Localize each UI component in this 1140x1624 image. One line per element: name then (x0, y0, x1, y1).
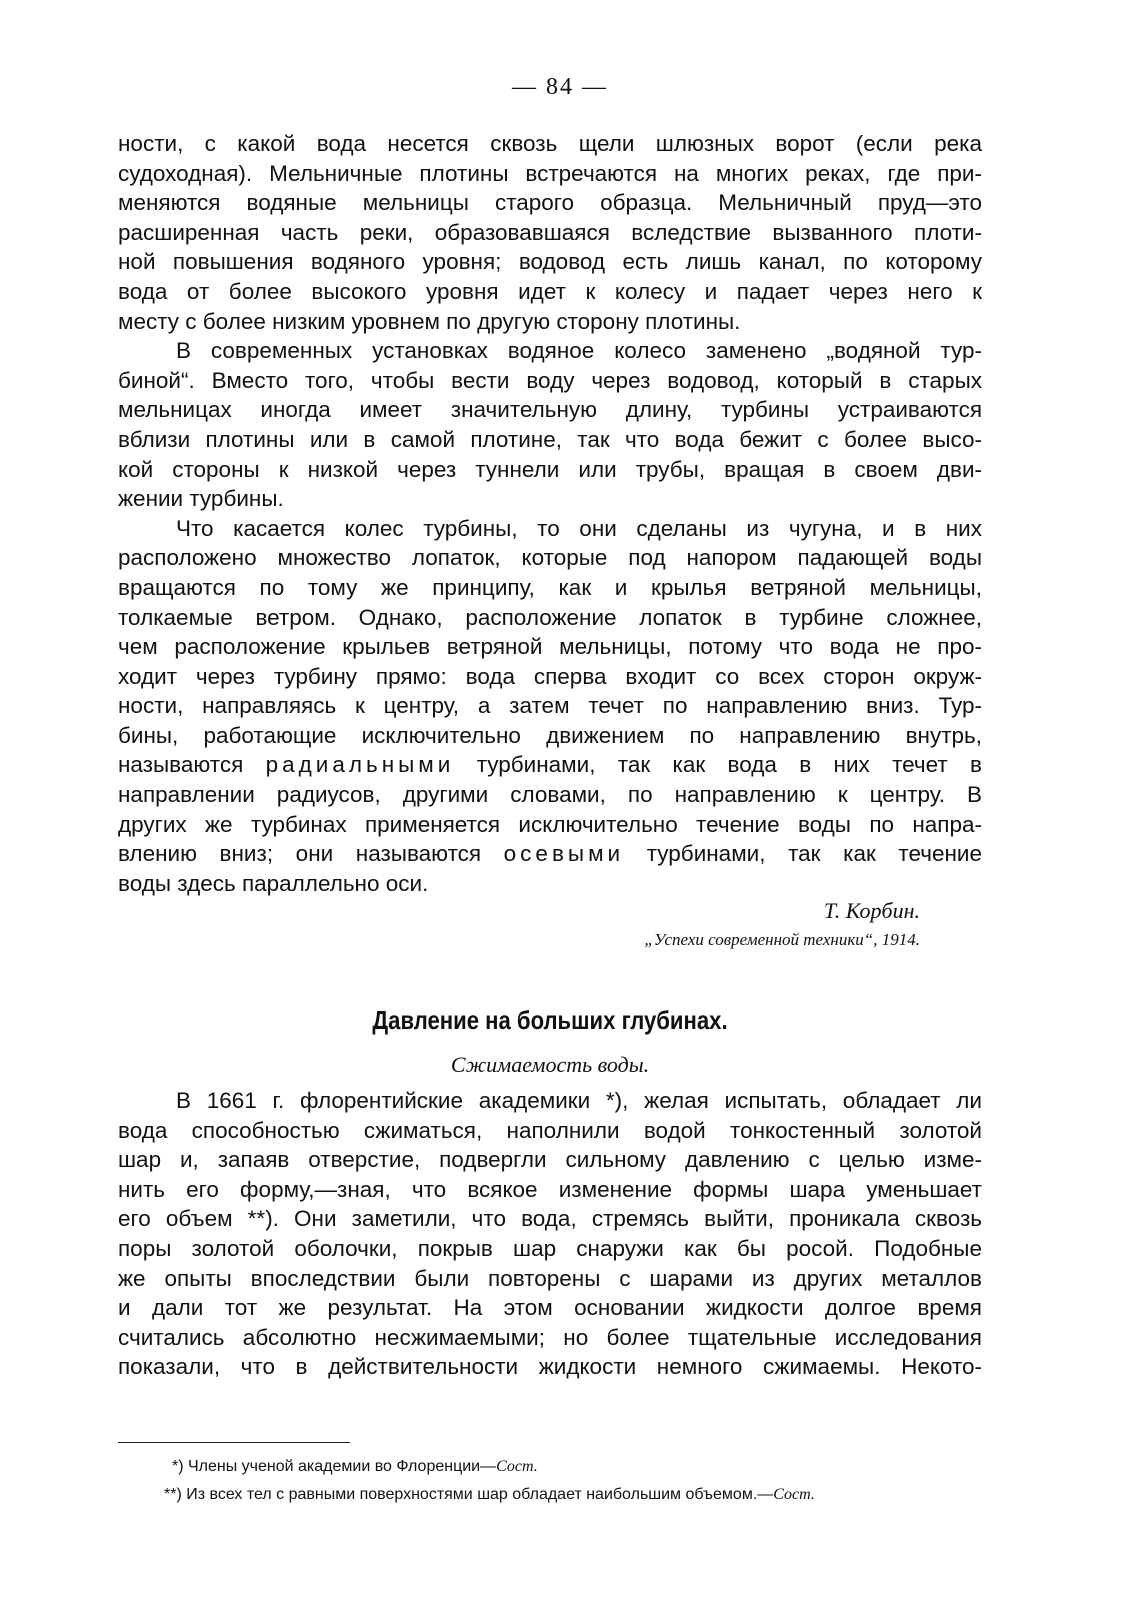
text-line: чем расположение крыльев ветряной мельницы, потому что вода не про- (118, 634, 982, 660)
section-text (118, 1086, 982, 1382)
footnote-1 (172, 1458, 538, 1476)
page-number: — 84 — (512, 74, 608, 100)
footnote-abbr: Сост. (496, 1458, 538, 1475)
text-line: ной повышения водяного уровня; водовод есть лишь канал, по которому (118, 249, 982, 275)
text-line: ности, направляясь к центру, а затем течет по направлению вниз. Тур- (118, 693, 982, 719)
footnote-divider (118, 1442, 350, 1443)
text-line: толкаемые ветром. Однако, расположение лопаток в турбине сложнее, (118, 604, 982, 630)
spaced-term-radial: радиальными (265, 752, 455, 778)
text-line: меняются водяные мельницы старого образца. Мельничный пруд—это (118, 190, 982, 216)
text-line: вода способностью сжиматься, наполнили водой тонкостенный золотой (118, 1117, 982, 1143)
text-line: ходит через турбину прямо: вода сперва входит со всех сторон окруж- (118, 663, 982, 689)
text-line: В современных установках водяное колесо заменено „водяной тур- (176, 338, 982, 364)
text-line (118, 839, 982, 869)
text-line: В 1661 г. флорентийские академики *), желая испытать, обладает ли (176, 1088, 982, 1113)
text-line: поры золотой оболочки, покрыв шар снаружи как бы росой. Подобные (118, 1235, 982, 1261)
text-line: и дали тот же результат. На этом основании жидкости долгое время (118, 1295, 982, 1321)
source-citation: „Успехи современной техники“, 1914. (644, 930, 920, 949)
text-line: биной“. Вместо того, чтобы вести воду через водовод, который в старых (118, 367, 982, 393)
author-signature: Т. Корбин. (823, 898, 920, 923)
text-line: его объем **). Они заметили, что вода, стремясь выйти, проникала сквозь (118, 1206, 982, 1232)
text-line: расширенная часть реки, образовавшаяся вследствие вызванного плоти- (118, 219, 982, 245)
text-line: ности, с какой вода несется сквозь щели шлюзных ворот (если река (118, 131, 982, 156)
text-line: считались абсолютно несжимаемыми; но более тщательные исследования (118, 1324, 982, 1350)
text-line: воды здесь параллельно оси. (118, 870, 429, 896)
section-title: Давление на больших глубинах. (372, 1005, 728, 1035)
text-line: бины, работающие исключительно движением по направлению внутрь, (118, 722, 982, 748)
text-line: вращаются по тому же принципу, как и крылья ветряной мельницы, (118, 574, 982, 600)
footnote-abbr: Сост. (773, 1486, 815, 1503)
footnote-text: **) Из всех тел с равными поверхностями шар обладает наибольшим объемом.— (164, 1486, 774, 1503)
text-line (118, 750, 982, 780)
text-line: кой стороны к низкой через туннели или трубы, вращая в своем дви- (118, 456, 982, 482)
text-span: турбинами, так как вода в них течет в (476, 752, 982, 778)
text-line: других же турбинах применяется исключительно течение воды по напра- (118, 811, 982, 837)
spaced-term-axial: осевыми (503, 841, 625, 867)
footnote-text: *) Члены ученой академии во Флоренции— (172, 1458, 497, 1475)
text-line: расположено множество лопаток, которые под напором падающей воды (118, 545, 982, 571)
text-line: судоходная). Мельничные плотины встречаются на многих реках, где при- (118, 160, 982, 186)
article-text (118, 129, 982, 898)
text-span: влению вниз; они называются (118, 841, 482, 867)
text-line: же опыты впоследствии были повторены с шарами из других металлов (118, 1265, 982, 1291)
text-line: мельницах иногда имеет значительную длину, турбины устраиваются (118, 397, 982, 423)
section-subtitle: Сжимаемость воды. (450, 1052, 650, 1077)
text-line: шар и, запаяв отверстие, подвергли сильному давлению с целью изме- (118, 1147, 982, 1173)
text-span: турбинами, так как течение (646, 841, 982, 867)
text-line: вода от более высокого уровня идет к колесу и падает через него к (118, 278, 982, 304)
text-line: вблизи плотины или в самой плотине, так что вода бежит с более высо- (118, 426, 982, 452)
text-line: месту с более низким уровнем по другую сторону плотины. (118, 308, 741, 334)
text-line: направлении радиусов, другими словами, по направлению к центру. В (118, 782, 982, 808)
text-line: показали, что в действительности жидкости немного сжимаемы. Некото- (118, 1354, 982, 1380)
text-span: называются (118, 752, 244, 778)
footnote-2 (164, 1486, 815, 1504)
text-line: Что касается колес турбины, то они сделаны из чугуна, и в них (176, 515, 982, 541)
text-line: жении турбины. (118, 486, 284, 512)
text-line: нить его форму,—зная, что всякое изменение формы шара уменьшает (118, 1176, 982, 1202)
